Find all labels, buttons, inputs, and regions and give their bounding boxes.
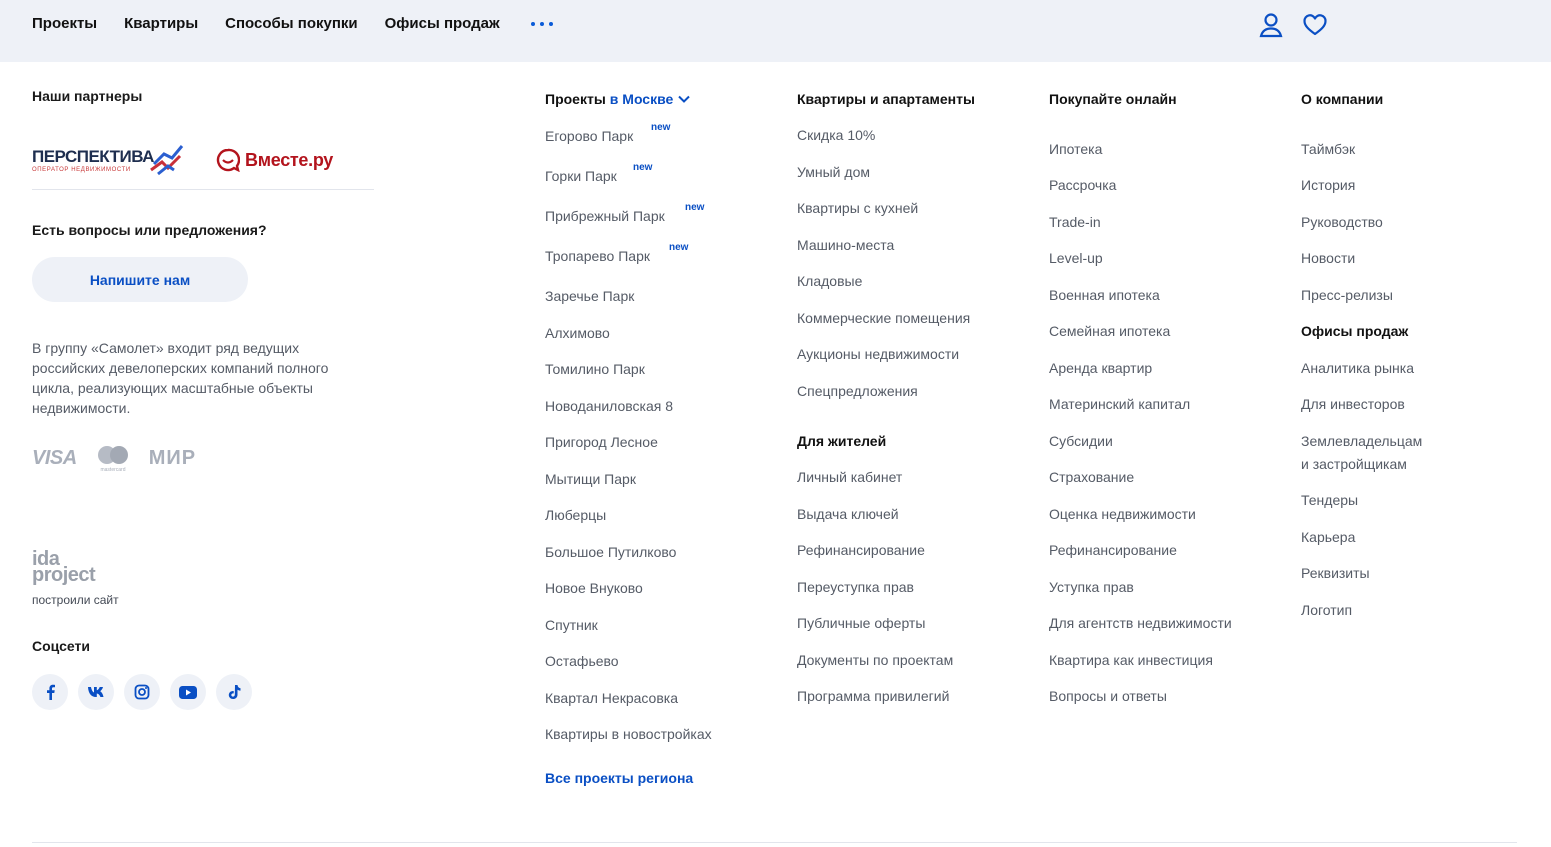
project-link[interactable]: Прибрежный Парк new (545, 206, 665, 226)
vmeste-logo[interactable]: Вместе.ру (216, 148, 333, 172)
apartments-link[interactable]: Спецпредложения (797, 383, 918, 399)
company-link[interactable]: История (1301, 177, 1356, 193)
project-link[interactable]: Егорово Парк new (545, 126, 633, 146)
buy-online-link[interactable]: Квартира как инвестиция (1049, 652, 1213, 668)
residents-link[interactable]: Публичные оферты (797, 615, 926, 631)
residents-link[interactable]: Программа привилегий (797, 688, 950, 704)
questions-title: Есть вопросы или предложения? (32, 222, 267, 238)
project-link[interactable]: Квартиры в новостройках (545, 726, 712, 742)
vk-icon[interactable] (78, 674, 114, 710)
buy-online-link[interactable]: Аренда квартир (1049, 360, 1153, 376)
company-link[interactable]: Реквизиты (1301, 565, 1370, 581)
buy-online-link[interactable]: Уступка прав (1049, 579, 1134, 595)
company-link[interactable]: Новости (1301, 250, 1356, 266)
buy-online-link[interactable]: Семейная ипотека (1049, 323, 1171, 339)
project-link[interactable]: Заречье Парк (545, 288, 635, 304)
chevron-down-icon[interactable] (677, 94, 691, 104)
facebook-icon[interactable] (32, 674, 68, 710)
project-link[interactable]: Томилино Парк (545, 361, 645, 377)
project-link[interactable]: Люберцы (545, 507, 607, 523)
nav-purchase-methods[interactable]: Способы покупки (225, 15, 358, 32)
visa-logo: VISA (32, 446, 77, 469)
residents-link[interactable]: Переуступка прав (797, 579, 914, 595)
project-link[interactable]: Большое Путилково (545, 544, 677, 560)
perspektiva-logo[interactable]: ПЕРСПЕКТИВА ОПЕРАТОР НЕДВИЖИМОСТИ (32, 144, 187, 178)
buy-online-link[interactable]: Для агентств недвижимости (1049, 615, 1232, 631)
user-icon[interactable] (1258, 12, 1284, 38)
chat-bubble-icon (216, 148, 240, 172)
nav-apartments[interactable]: Квартиры (124, 15, 199, 32)
footer-left (32, 86, 374, 654)
buy-online-column (1049, 89, 1232, 704)
company-link[interactable]: Тендеры (1301, 492, 1359, 508)
buy-online-title: Покупайте онлайн (1049, 91, 1177, 107)
residents-link[interactable]: Документы по проектам (797, 652, 954, 668)
residents-link[interactable]: Рефинансирование (797, 542, 925, 558)
company-link[interactable]: Землевладельцам (1301, 433, 1423, 449)
nav-sales-offices[interactable]: Офисы продаж (384, 15, 500, 32)
projects-column (545, 89, 712, 786)
header-actions (1258, 12, 1328, 38)
company-link-cont[interactable]: и застройщикам (1301, 456, 1407, 472)
company-column (1301, 89, 1423, 618)
project-link[interactable]: Пригород Лесное (545, 434, 658, 450)
mir-logo: МИР (148, 446, 197, 469)
project-link[interactable]: Тропарево Парк new (545, 246, 650, 266)
buy-online-link[interactable]: Вопросы и ответы (1049, 688, 1167, 704)
apartments-link[interactable]: Умный дом (797, 164, 870, 180)
footer-bottom-divider (32, 842, 1517, 843)
apartments-title: Квартиры и апартаменты (797, 91, 975, 107)
mastercard-logo-icon (95, 444, 131, 472)
social-links (32, 674, 252, 710)
more-menu-icon[interactable] (529, 14, 555, 34)
projects-title: Проекты в Москве (545, 89, 691, 109)
company-link[interactable]: Аналитика рынка (1301, 360, 1414, 376)
buy-online-link[interactable]: Оценка недвижимости (1049, 506, 1196, 522)
apartments-link[interactable]: Скидка 10% (797, 127, 876, 143)
new-badge: new (669, 242, 689, 253)
apartments-link[interactable]: Кладовые (797, 273, 863, 289)
main-nav (32, 14, 555, 34)
write-us-button[interactable]: Напишите нам (32, 257, 248, 302)
youtube-icon[interactable] (170, 674, 206, 710)
nav-projects[interactable]: Проекты (32, 15, 98, 32)
buy-online-link[interactable]: Материнский капитал (1049, 396, 1191, 412)
buy-online-link[interactable]: Военная ипотека (1049, 287, 1160, 303)
ida-caption: построили сайт (32, 593, 119, 607)
partners-title: Наши партнеры (32, 88, 143, 104)
apartments-link[interactable]: Машино-места (797, 237, 895, 253)
residents-link[interactable]: Личный кабинет (797, 469, 903, 485)
new-badge: new (633, 162, 653, 173)
buy-online-link[interactable]: Ипотека (1049, 141, 1103, 157)
buy-online-link[interactable]: Рассрочка (1049, 177, 1117, 193)
partners-logos (32, 106, 374, 176)
project-link[interactable]: Алхимово (545, 325, 610, 341)
buy-online-link[interactable]: Страхование (1049, 469, 1135, 485)
sales-offices-link[interactable]: Офисы продаж (1301, 323, 1409, 339)
project-link[interactable]: Спутник (545, 617, 598, 633)
company-title: О компании (1301, 91, 1384, 107)
top-navbar (0, 0, 1551, 62)
heart-icon[interactable] (1302, 12, 1328, 38)
apartments-link[interactable]: Коммерческие помещения (797, 310, 971, 326)
svg-text:mastercard: mastercard (100, 467, 126, 472)
project-link[interactable]: Новоданиловская 8 (545, 398, 674, 414)
company-link[interactable]: Руководство (1301, 214, 1383, 230)
all-projects-link[interactable]: Все проекты региона (545, 770, 694, 786)
instagram-icon[interactable] (124, 674, 160, 710)
company-link[interactable]: Таймбэк (1301, 141, 1356, 157)
payment-systems (32, 444, 196, 472)
residents-link[interactable]: Выдача ключей (797, 506, 899, 522)
apartments-column (797, 89, 975, 704)
company-link[interactable]: Для инвесторов (1301, 396, 1405, 412)
company-link[interactable]: Карьера (1301, 529, 1356, 545)
project-link[interactable]: Новое Внуково (545, 580, 643, 596)
new-badge: new (651, 122, 671, 133)
project-link[interactable]: Остафьево (545, 653, 619, 669)
tiktok-icon[interactable] (216, 674, 252, 710)
socials-title: Соцсети (32, 638, 90, 654)
project-link[interactable]: Квартал Некрасовка (545, 690, 678, 706)
new-badge: new (685, 202, 705, 213)
company-link[interactable]: Логотип (1301, 602, 1353, 618)
apartments-link[interactable]: Квартиры с кухней (797, 200, 919, 216)
region-selector[interactable]: в Москве (609, 91, 674, 107)
about-text: В группу «Самолет» входит ряд ведущих российских девелоперских компаний полного цикла, реализующих масштабные объекты недвижимости. (32, 340, 329, 416)
divider (32, 189, 374, 190)
company-link[interactable]: Пресс-релизы (1301, 287, 1393, 303)
buy-online-link[interactable]: Субсидии (1049, 433, 1113, 449)
project-link[interactable]: Мытищи Парк (545, 471, 636, 487)
buy-online-link[interactable]: Рефинансирование (1049, 542, 1177, 558)
residents-title: Для жителей (797, 433, 887, 449)
ida-project-logo[interactable]: ida project (32, 548, 96, 586)
perspektiva-mark-icon (148, 144, 186, 178)
buy-online-link[interactable]: Level-up (1049, 250, 1103, 266)
apartments-link[interactable]: Аукционы недвижимости (797, 346, 960, 362)
project-link[interactable]: Горки Парк new (545, 166, 617, 186)
buy-online-link[interactable]: Trade-in (1049, 214, 1101, 230)
